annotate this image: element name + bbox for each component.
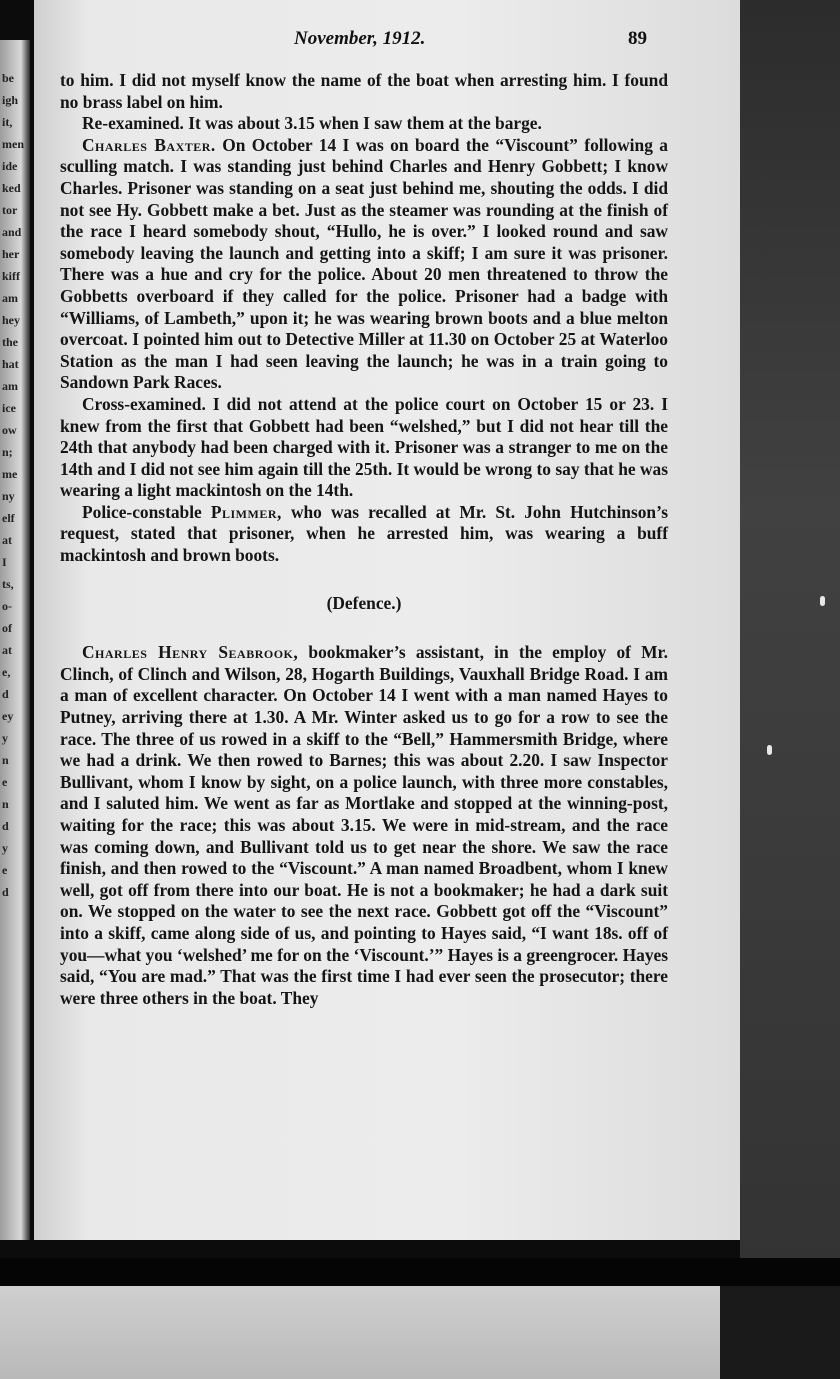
paragraph-reexamined: Re-examined. It was about 3.15 when I saw them at the barge. xyxy=(82,113,542,134)
paragraph-seabrook xyxy=(60,642,668,1009)
adjacent-page-fragment: ice xyxy=(2,401,16,415)
adjacent-page-fragment: d xyxy=(2,687,9,701)
paragraph-cross-examined: Cross-examined. I did not attend at the police court on October 15 or 23. I knew from the first that Gobbett had been “welshed,” but I did not hear till the 24th that anybody had been charged with it. Prisoner was a stranger to me on the 14th and I did not see him again till the 25th. It would be wrong to say that he was wearing a light mackintosh on the 14th. xyxy=(60,393,668,501)
adjacent-page-fragment: of xyxy=(2,621,12,635)
adjacent-page-fragment: tor xyxy=(2,203,18,217)
adjacent-page-fragment: I xyxy=(2,555,7,569)
header-date: November, 1912. xyxy=(294,28,426,49)
paragraph-plimmer xyxy=(60,502,668,567)
adjacent-page-fragment: ny xyxy=(2,489,15,503)
adjacent-page-fragment: it, xyxy=(2,115,13,129)
witness-name: Plimmer, xyxy=(210,501,282,522)
witness-name: Charles Baxter. xyxy=(82,134,216,155)
adjacent-page-fragment: be xyxy=(2,71,14,85)
adjacent-page-strip xyxy=(0,40,30,1240)
adjacent-page-fragment: me xyxy=(2,467,18,481)
adjacent-page-fragment: n xyxy=(2,753,9,767)
section-heading: (Defence.) xyxy=(326,592,402,613)
adjacent-page-fragment: ked xyxy=(2,181,21,195)
adjacent-page-fragment: ow xyxy=(2,423,17,437)
witness-prefix: Police-constable xyxy=(82,501,211,522)
adjacent-page-fragment: e xyxy=(2,775,8,789)
adjacent-page-fragment: n xyxy=(2,797,9,811)
adjacent-page-fragment: her xyxy=(2,247,20,261)
dust-speck xyxy=(767,745,772,755)
dark-background-right xyxy=(740,0,840,1270)
adjacent-page-fragment: hey xyxy=(2,313,20,327)
adjacent-page-fragment: ide xyxy=(2,159,18,173)
adjacent-page-fragment: kiff xyxy=(2,269,20,283)
bottom-paper-edge xyxy=(0,1286,840,1379)
adjacent-page-fragment: men xyxy=(2,137,24,151)
page-body xyxy=(60,70,668,1009)
adjacent-page-fragment: am xyxy=(2,291,18,305)
bottom-right-shadow xyxy=(720,1286,840,1379)
adjacent-page-fragment: am xyxy=(2,379,18,393)
witness-name: Charles Henry Seabrook, xyxy=(82,642,299,663)
adjacent-page-fragment: n; xyxy=(2,445,13,459)
adjacent-page-fragment: igh xyxy=(2,93,19,107)
adjacent-page-fragment: d xyxy=(2,885,9,899)
dust-speck xyxy=(820,596,825,606)
adjacent-page-fragment: y xyxy=(2,841,8,855)
adjacent-page-fragment: e, xyxy=(2,665,11,679)
adjacent-page-fragment: o- xyxy=(2,599,12,613)
witness-testimony: On October 14 I was on board the “Viscount” following a sculling match. I was standing just behind Charles and Henry Gobbett; I know Charles. Prisoner was standing on a seat just behind me, shouting the odds. I did not see Hy. Gobbett make a bet. Just as the steamer was rounding at the finish of the race I heard somebody shout, “Hullo, he is over.” I looked round and saw somebody leaving the launch and getting into a skiff; I am sure it was prisoner. There was a hue and cry for the police. About 20 men threatened to throw the Gobbetts overboard if they called for the police. Prisoner had a badge with “Williams, of Lambeth,” upon it; he was wearing brown boots and a blue melton overcoat. I pointed him out to Detective Miller at 11.30 on October 25 at Waterloo Station as the man I had seen leaving the launch; he was in a train going to Sandown Park Races. xyxy=(60,134,668,393)
paragraph-baxter xyxy=(60,135,668,394)
adjacent-page-fragment: y xyxy=(2,731,8,745)
witness-testimony: bookmaker’s assistant, in the employ of Mr. Clinch, of Clinch and Wilson, 28, Hogarth Buildings, Vauxhall Bridge Road. I am a man of excellent character. On October 14 I went with a man named Hayes to Putney, arriving there at 1.30. A Mr. Winter asked us to go for a row to see the race. The three of us rowed in a skiff to the “Bell,” Hammersmith Bridge, where we had a drink. We then rowed to Barnes; this was about 2.20. I saw Inspector Bullivant, whom I know by sight, on a police launch, with three more constables, and I saluted him. We went as far as Mortlake and stopped at the winning-post, waiting for the race; this was about 3.15. We were in mid-stream, and the race was coming down, and Bullivant told us to get near the shore. We saw the race finish, and then rowed to the “Viscount.” A man named Broadbent, whom I knew well, got off from there into our boat. He is not a bookmaker; he had a dark suit on. We stopped on the water to see the next race. Gobbett got off the “Viscount” into a skiff, came along side of us, and pointing to Hayes said, “I want 18s. off of you—what you ‘welshed’ me for on the ‘Viscount.’” Hayes is a greengrocer. Hayes said, “You are mad.” That was the first time I had ever seen the prosecutor; there were three others in the boat. They xyxy=(60,642,668,1008)
adjacent-page-fragment: at xyxy=(2,643,12,657)
witness-testimony: who was recalled at Mr. St. John Hutchinson’s request, stated that prisoner, when he arrested him, was wearing a buff mackintosh and brown boots. xyxy=(60,501,668,566)
page-number: 89 xyxy=(628,28,647,49)
adjacent-page-fragment: e xyxy=(2,863,8,877)
paragraph-continuation: to him. I did not myself know the name of the boat when arresting him. I found no brass label on him. xyxy=(60,70,668,112)
adjacent-page-fragment: at xyxy=(2,533,12,547)
adjacent-page-fragment: elf xyxy=(2,511,15,525)
adjacent-page-fragment: the xyxy=(2,335,18,349)
adjacent-page-fragment: d xyxy=(2,819,9,833)
adjacent-page-fragment: ts, xyxy=(2,577,14,591)
adjacent-page-fragment: and xyxy=(2,225,22,239)
adjacent-page-fragment: hat xyxy=(2,357,19,371)
dark-band-bottom xyxy=(0,1258,840,1286)
running-header xyxy=(34,28,740,58)
adjacent-page-fragment: ey xyxy=(2,709,14,723)
